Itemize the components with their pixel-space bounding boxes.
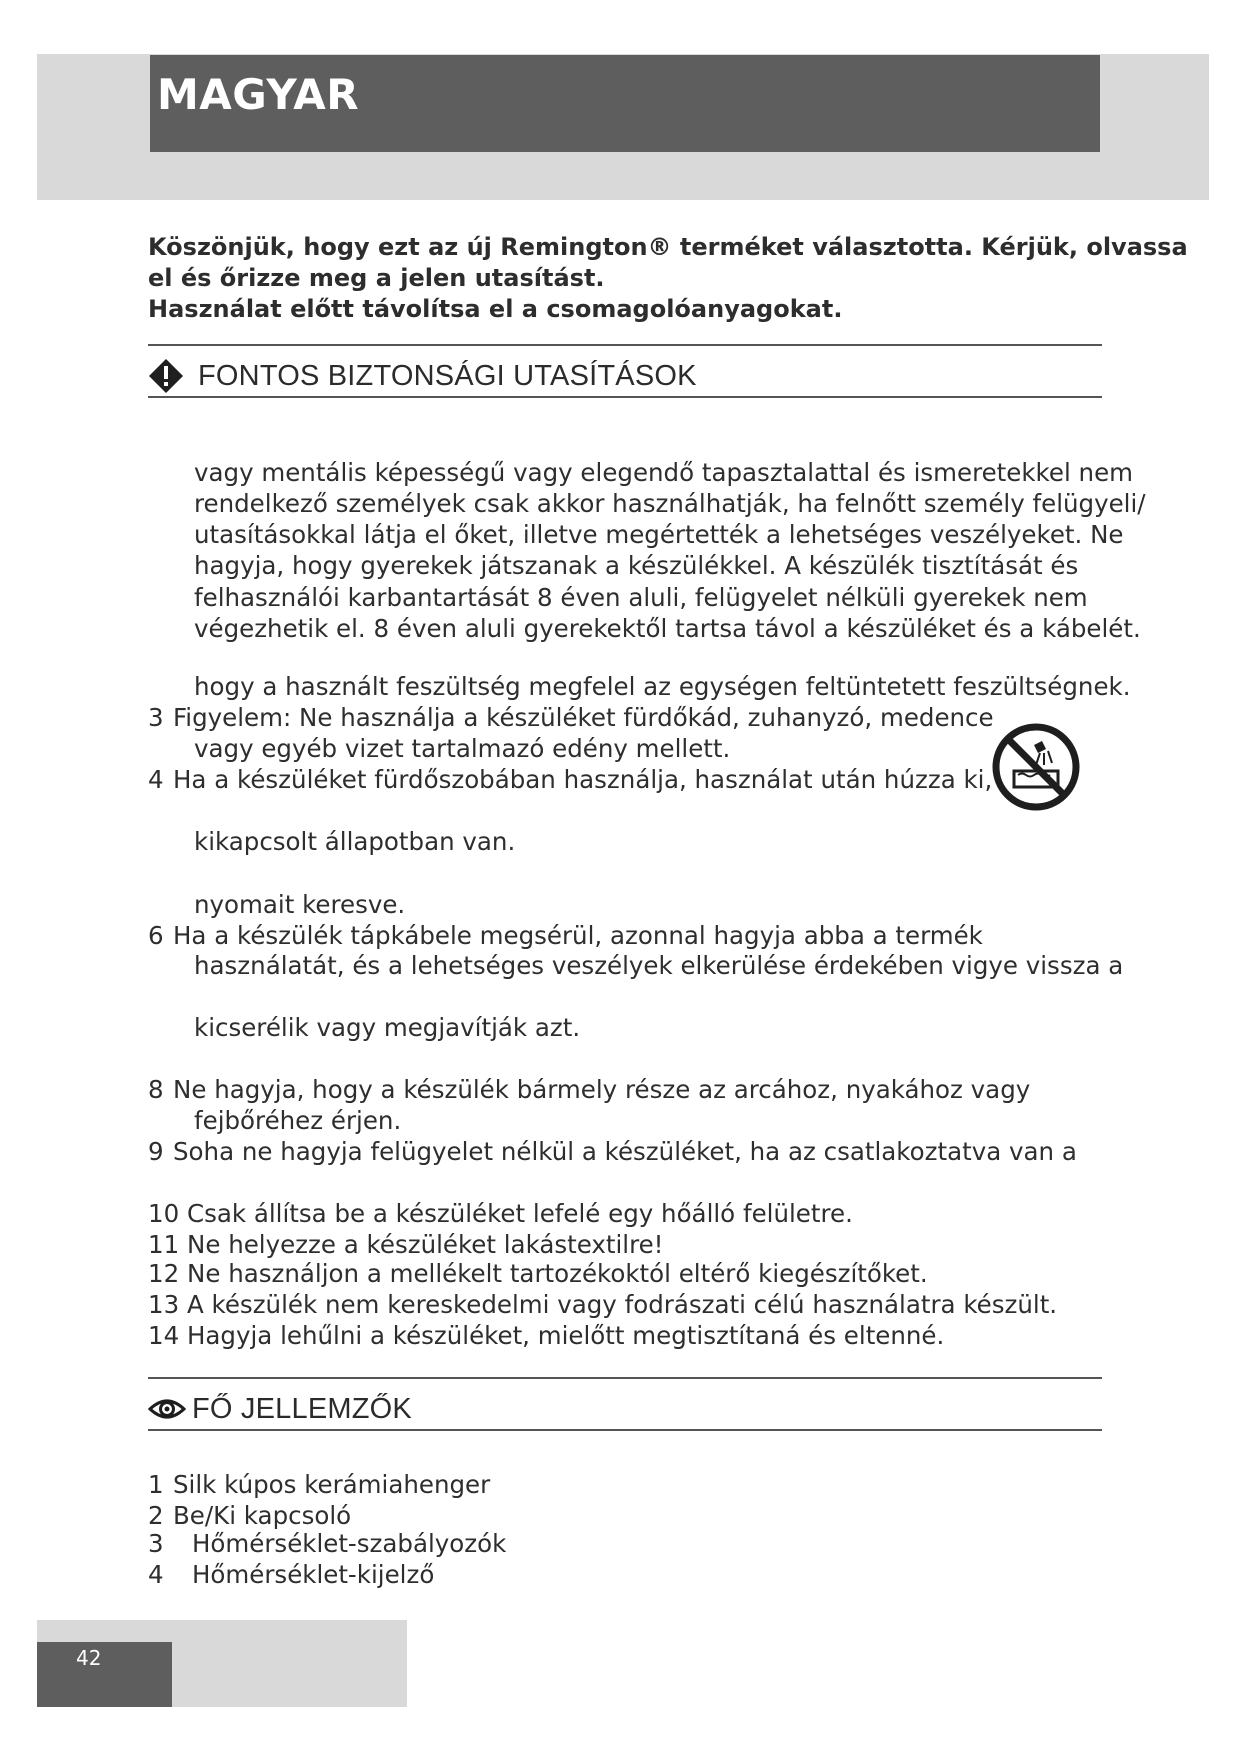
intro-text <box>148 232 1188 325</box>
no-bathtub-icon <box>988 719 1084 815</box>
safety-heading-label: FONTOS BIZTONSÁGI UTASÍTÁSOK <box>198 359 697 392</box>
list-item-cont: vagy egyéb vizet tartalmazó edény mellett. <box>194 734 731 763</box>
feature-item: 3 Hőmérséklet-szabályozók <box>148 1529 507 1558</box>
list-item: 13 A készülék nem kereskedelmi vagy fodrászati célú használatra készült. <box>148 1290 1058 1319</box>
list-item: 6 Ha a készülék tápkábele megsérül, azonnal hagyja abba a termék <box>148 921 983 950</box>
section-divider <box>148 344 1102 346</box>
warning-diamond-icon <box>148 358 184 394</box>
safety-text-line: hagyja, hogy gyerekek játszanak a készülékkel. A készülék tisztítását és <box>194 551 1079 580</box>
safety-text-line: rendelkező személyek csak akkor használhatják, ha felnőtt személy felügyeli/ <box>194 489 1146 518</box>
section-divider <box>148 1377 1102 1379</box>
list-item: 12 Ne használjon a mellékelt tartozékoktól eltérő kiegészítőket. <box>148 1259 928 1288</box>
section-divider <box>148 396 1102 398</box>
safety-text-line: végezhetik el. 8 éven aluli gyerekektől tartsa távol a készüléket és a kábelét. <box>194 614 1141 643</box>
language-title: MAGYAR <box>157 70 360 119</box>
section-divider <box>148 1429 1102 1431</box>
feature-item: 2 Be/Ki kapcsoló <box>148 1501 352 1530</box>
list-item: 4 Ha a készüléket fürdőszobában használja, használat után húzza ki, <box>148 765 993 794</box>
list-item: 14 Hagyja lehűlni a készüléket, mielőtt megtisztítaná és eltenné. <box>148 1321 945 1350</box>
safety-text-line: felhasználói karbantartását 8 éven aluli, felügyelet nélküli gyerekek nem <box>194 583 1088 612</box>
intro-line: Köszönjük, hogy ezt az új Remington® terméket választotta. Kérjük, olvassa <box>148 233 1188 261</box>
safety-text-line: hogy a használt feszültség megfelel az egységen feltüntetett feszültségnek. <box>194 672 1131 701</box>
list-item: 3 Figyelem: Ne használja a készüléket fürdőkád, zuhanyzó, medence <box>148 703 994 732</box>
safety-text-line: nyomait keresve. <box>194 890 406 919</box>
list-item: 10 Csak állítsa be a készüléket lefelé egy hőálló felületre. <box>148 1199 853 1228</box>
page-number-box <box>37 1642 172 1707</box>
features-heading-label: FŐ JELLEMZŐK <box>192 1392 412 1425</box>
list-item-cont: használatát, és a lehetséges veszélyek elkerülése érdekében vigye vissza a <box>194 951 1124 980</box>
safety-text-line: vagy mentális képességű vagy elegendő tapasztalattal és ismeretekkel nem <box>194 458 1134 487</box>
safety-text-line: kicserélik vagy megjavítják azt. <box>194 1013 581 1042</box>
feature-item: 1 Silk kúpos kerámiahenger <box>148 1470 491 1499</box>
list-item: 9 Soha ne hagyja felügyelet nélkül a készüléket, ha az csatlakoztatva van a <box>148 1137 1077 1166</box>
safety-heading <box>148 356 697 396</box>
safety-text-line: utasításokkal látja el őket, illetve megértették a lehetséges veszélyeket. Ne <box>194 520 1124 549</box>
list-item-cont: fejbőréhez érjen. <box>194 1106 402 1135</box>
feature-item: 4 Hőmérséklet-kijelző <box>148 1560 435 1589</box>
list-item: 8 Ne hagyja, hogy a készülék bármely része az arcához, nyakához vagy <box>148 1075 1031 1104</box>
intro-line: el és őrizze meg a jelen utasítást. <box>148 264 605 292</box>
safety-text-line: kikapcsolt állapotban van. <box>194 827 516 856</box>
eye-icon <box>148 1396 186 1422</box>
features-heading <box>148 1389 412 1429</box>
intro-line: Használat előtt távolítsa el a csomagolóanyagokat. <box>148 295 843 323</box>
list-item: 11 Ne helyezze a készüléket lakástextilre! <box>148 1230 664 1259</box>
page-number: 42 <box>76 1646 102 1670</box>
